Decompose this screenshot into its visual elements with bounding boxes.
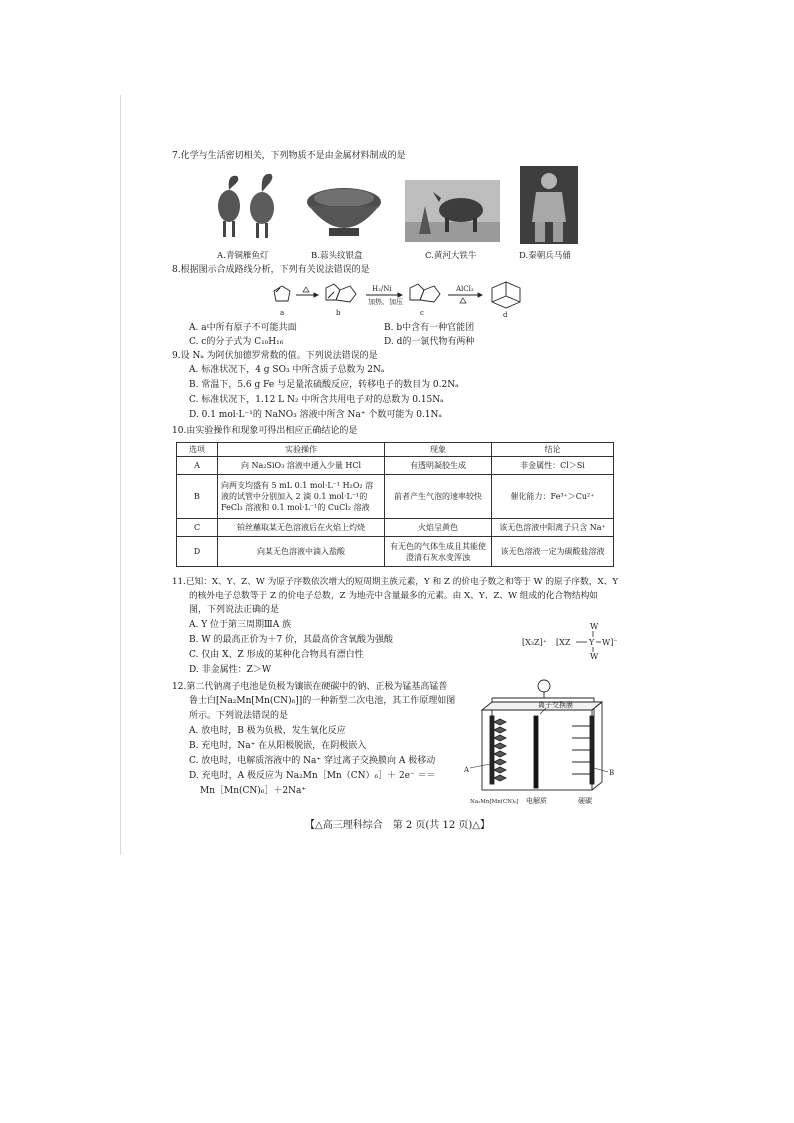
table-cell: 向两支均盛有 5 mL 0.1 mol·L⁻¹ H₂O₂ 溶液的试管中分别加入 2 滴 0.1 mol·L⁻¹的 FeCl₃ 溶液和 0.1 mol·L⁻¹的 CuCl₂ 溶液 [218,475,385,519]
q11-stem-line1: 11.已知：X、Y、Z、W 为原子序数依次增大的短周期主族元素，Y 和 Z 的价电子数之和等于 W 的原子序数，X、Y [172,577,619,587]
table-row [177,457,614,475]
q11-option-b: B. W 的最高正价为＋7 价，其最高价含氧酸为强酸 [189,635,394,645]
table-header-operation: 实验操作 [218,443,385,457]
q11-option-d: D. 非金属性：Z＞W [189,665,272,675]
q12-label-left-material: Na₂Mn[Mn(CN)₆] [470,799,519,805]
q12-label-membrane: 离子交换膜 [538,701,573,709]
q8-label-b: b [336,309,341,317]
table-cell: 催化能力：Fe³⁺＞Cu²⁺ [492,475,614,519]
table-row [177,475,614,519]
q7-option-a: A.青铜雁鱼灯 [217,251,269,261]
table-cell: 向某无色溶液中滴入盐酸 [218,537,385,567]
q12-stem-line2: 鲁士白[Na₂Mn[Mn(CN)₆]]的一种新型二次电池，其工作原理如图 [189,696,456,706]
q12-label-electrolyte: 电解质 [526,797,547,805]
q8-option-b: B. b中含有一种官能团 [384,323,475,333]
q11-option-a: A. Y 位于第三周期ⅢA 族 [189,620,292,630]
q8-option-c: C. c的分子式为 C₁₀H₁₆ [189,337,284,347]
q10-stem: 10.由实验操作和现象可得出相应正确结论的是 [172,426,358,436]
q8-label-a: a [280,309,285,317]
table-cell: 有透明凝胶生成 [385,457,492,475]
q12-label-b: B [609,769,615,777]
q7-option-b: B.蒜头纹银盒 [311,251,363,261]
table-cell: B [177,475,218,519]
q8-reagent-1: H₂/Ni [372,285,392,293]
q7-stem: 7.化学与生活密切相关，下列物质不是由金属材料制成的是 [172,151,406,161]
q7-option-d: D.秦朝兵马俑 [519,251,571,261]
q12-battery-diagram [462,676,622,808]
q8-reagent-2: AlCl₃ [456,285,474,293]
table-header-option: 选项 [177,443,218,457]
q8-condition-1: 加热、加压 [368,298,403,306]
table-cell: 非金属性：Cl＞Si [492,457,614,475]
q7-option-c: C.黄河大铁牛 [425,251,477,261]
q11-struct-anion-right: W]⁻ [602,638,618,647]
table-cell: 该无色溶液中阳离子只含 Na⁺ [492,519,614,537]
q9-stem: 9.设 Nₐ 为阿伏加德罗常数的值。下列说法错误的是 [172,351,378,361]
q8-option-d: D. d的一氯代物有两种 [384,337,475,347]
table-row [177,519,614,537]
q8-option-a: A. a中所有原子不可能共面 [189,323,297,333]
q9-option-b: B. 常温下，5.6 g Fe 与足量浓硫酸反应，转移电子的数目为 0.2Nₐ [189,380,459,390]
q8-label-c: c [420,309,424,317]
q8-label-d: d [503,311,508,319]
q11-option-c: C. 仅由 X、Z 形成的某种化合物具有漂白性 [189,650,364,660]
table-cell: C [177,519,218,537]
q9-option-c: C. 标准状况下，1.12 L N₂ 中所含共用电子对的总数为 0.15Nₐ [189,395,444,405]
q11-structure [520,620,620,660]
q9-option-a: A. 标准状况下，4 g SO₃ 中所含质子总数为 2Nₐ [189,365,385,375]
table-header-phenomenon: 现象 [385,443,492,457]
q7-image-b [305,180,383,242]
table-cell: 前者产生气泡的速率较快 [385,475,492,519]
q8-synthesis-scheme [270,280,530,320]
q11-struct-top-w: W [590,622,599,631]
q11-struct-anion-mid: Y [589,638,595,647]
q11-struct-bottom-w: W [590,652,599,660]
q12-stem-line3: 所示。下列说法错误的是 [189,711,289,721]
q7-image-c [405,180,500,242]
q9-option-d: D. 0.1 mol·L⁻¹的 NaNO₃ 溶液中所含 Na⁺ 个数可能为 0.1Nₐ [189,410,442,420]
q8-stem: 8.根据图示合成路线分析，下列有关说法错误的是 [172,265,370,275]
q11-stem-line2: 的核外电子总数等于 Z 的价电子总数，Z 为地壳中含量最多的元素。由 X、Y、Z、W 组成的化合物结构如 [189,591,598,601]
q11-stem-line3: 图，下列说法正确的是 [189,605,280,615]
q7-image-a [207,166,285,244]
q10-table [176,442,614,567]
q12-option-c: C. 放电时，电解质溶液中的 Na⁺ 穿过离子交换膜向 A 极移动 [189,756,436,766]
q12-option-d: D. 充电时，A 极反应为 Na₂Mn［Mn（CN）₆］＋ 2e⁻ ＝＝ [189,771,436,781]
table-cell: 向 Na₂SiO₃ 溶液中通入少量 HCl [218,457,385,475]
scan-margin-line [120,95,121,855]
table-cell: D [177,537,218,567]
table-header-row [177,443,614,457]
table-cell: 火焰呈黄色 [385,519,492,537]
q12-option-a: A. 放电时，B 极为负极，发生氧化反应 [189,726,346,736]
q11-struct-anion-left: [XZ [556,638,571,647]
table-row [177,537,614,567]
q12-option-d-cont: Mn［Mn(CN)₆］＋2Na⁺ [200,786,307,796]
table-cell: 铂丝蘸取某无色溶液后在火焰上灼烧 [218,519,385,537]
table-header-conclusion: 结论 [492,443,614,457]
q12-label-hard-carbon: 硬碳 [578,797,592,805]
q11-struct-cation: [X₃Z]⁺ [522,638,547,647]
q12-label-a: A [464,766,470,774]
table-cell: 该无色溶液一定为碳酸盐溶液 [492,537,614,567]
table-cell: 有无色的气体生成且其能使澄清石灰水变浑浊 [385,537,492,567]
q7-image-d [520,166,578,244]
page-footer: 【△高三理科综合 第 2 页(共 12 页)△】 [305,820,490,831]
table-cell: A [177,457,218,475]
q12-stem-line1: 12.第二代钠离子电池是负极为镶嵌在硬碳中的钠、正极为锰基高锰普 [172,682,448,692]
q12-option-b: B. 充电时，Na⁺ 在从阳极脱嵌，在阴极嵌入 [189,741,367,751]
